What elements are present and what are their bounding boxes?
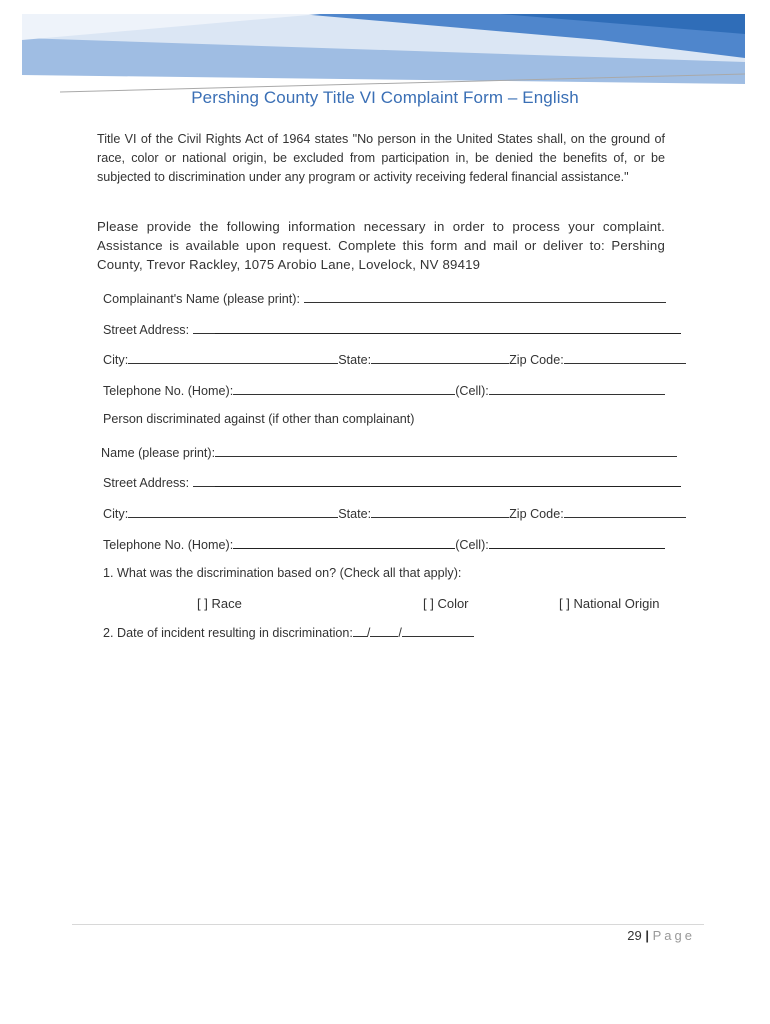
complainant-phone-home-field[interactable] [233,381,455,395]
other-phone-cell-label: (Cell): [455,538,489,552]
other-zip-label: Zip Code: [509,507,564,521]
question1-label: 1. What was the discrimination based on? (Check all that apply): [103,566,462,580]
other-state-label: State: [338,507,372,521]
complainant-zip-label: Zip Code: [509,353,564,367]
date-separator-1: / [366,626,371,640]
option-color-checkbox[interactable]: [ ] Color [423,596,469,611]
complainant-phone-row [103,381,665,398]
other-phone-cell-field[interactable] [489,535,665,549]
complainant-city-row [103,350,686,367]
complainant-name-row [103,289,666,306]
other-state-field[interactable] [371,504,509,518]
complainant-phone-home-label: Telephone No. (Home): [103,384,234,398]
complainant-state-field[interactable] [371,350,509,364]
form-title: Pershing County Title VI Complaint Form – English [191,88,579,107]
other-zip-field[interactable] [564,504,686,518]
complainant-state-label: State: [338,353,372,367]
question2-row [103,623,474,640]
date-separator-2: / [398,626,402,640]
complainant-city-label: City: [103,353,129,367]
other-city-field[interactable] [128,504,338,518]
page-footer [627,928,695,943]
other-phone-home-field[interactable] [233,535,455,549]
complainant-street-field[interactable] [215,320,681,334]
date-day-field[interactable] [370,623,398,637]
complainant-city-field[interactable] [128,350,338,364]
other-name-row [101,443,677,460]
date-month-field[interactable] [353,623,367,637]
date-year-field[interactable] [402,623,474,637]
complainant-phone-cell-field[interactable] [489,381,665,395]
other-name-field[interactable] [215,443,677,457]
street-line-lead [193,320,215,334]
other-person-heading: Person discriminated against (if other than complainant) [103,412,415,426]
complainant-zip-field[interactable] [564,350,686,364]
other-street-line-lead [193,473,215,487]
other-street-field[interactable] [215,473,681,487]
complainant-street-label: Street Address: [103,323,190,337]
instructions-paragraph: Please provide the following information necessary in order to process your complaint. Assistance is available upon request. Complete this form and mail or deliver to: Pershing County, Trevor Rackley, 1075 Arobio Lane, Lovelock, NV 89419 [97,219,665,272]
complainant-name-label: Complainant's Name (please print): [103,292,300,306]
option-race-checkbox[interactable]: [ ] Race [197,596,242,611]
other-name-label: Name (please print): [101,446,216,460]
other-street-row [103,473,681,490]
option-national-origin-checkbox[interactable]: [ ] National Origin [559,596,660,611]
header-decoration [0,0,770,100]
page-word: Page [652,928,695,943]
complainant-phone-cell-label: (Cell): [455,384,489,398]
page-number: 29 [627,928,642,943]
other-city-row [103,504,686,521]
other-phone-row [103,535,665,552]
question2-label: 2. Date of incident resulting in discrimination: [103,626,353,640]
footer-divider [72,924,704,925]
intro-paragraph: Title VI of the Civil Rights Act of 1964 states "No person in the United States shall, on the ground of race, color or national origin, be excluded from participation in, be denied the benefits of, or be subjected to discrimination under any program or activity receiving federal financial assistance." [97,132,665,184]
other-phone-home-label: Telephone No. (Home): [103,538,234,552]
complainant-name-field[interactable] [304,289,666,303]
other-city-label: City: [103,507,129,521]
page-separator: | [645,928,649,943]
other-street-label: Street Address: [103,476,190,490]
complainant-street-row [103,320,681,337]
